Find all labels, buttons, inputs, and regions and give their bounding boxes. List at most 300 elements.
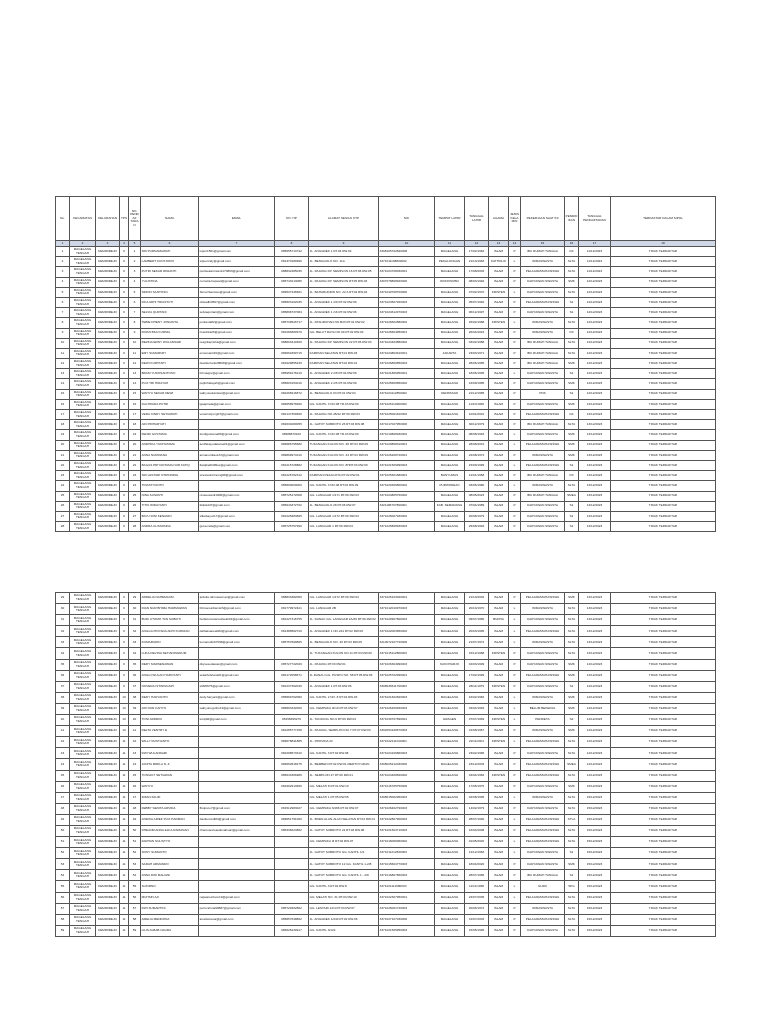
- cell-alamat: GG. MELATI NO. 31 RT.03 RW.10: [309, 892, 379, 903]
- cell-pekerjaan: IBU RUMAH TANGGA: [521, 348, 565, 358]
- cell-no-hp: 082172058671: [275, 670, 309, 681]
- cell-alamat: JL. ANGGREK 1 /16 RT.02 RW.06: [309, 308, 379, 318]
- cell-no-hp: 086626430917: [275, 925, 309, 936]
- cell-pendidikan: SLTA: [565, 925, 579, 936]
- cell-jenis-kelamin: P: [509, 781, 521, 792]
- cell-jenis-kelamin: L: [509, 626, 521, 637]
- table-row: [56, 593, 716, 604]
- cell-kelurahan: KEMIRIREJO: [96, 481, 120, 491]
- cell-nik: 3371025702990001: [379, 670, 435, 681]
- cell-nama: PUJI TRI HIDAYAH: [141, 379, 199, 389]
- cell-jenis-kelamin: P: [509, 399, 521, 409]
- cell-jenis-kelamin: P: [509, 648, 521, 659]
- cell-agama: ISLAM: [489, 308, 509, 318]
- cell-no-pendaftaran: 52: [129, 848, 141, 859]
- table-row: [56, 522, 716, 532]
- cell-pekerjaan: PENDETA: [521, 715, 565, 726]
- cell-tempat-lahir: MAGELANG: [435, 318, 465, 328]
- cell-email: sipuerindy@gmail.com: [199, 257, 275, 267]
- cell-terdaftar-sipol: TIDAK TERDAFTAR: [611, 593, 716, 604]
- cell-agama: ISLAM: [489, 814, 509, 825]
- cell-jenis-kelamin: P: [509, 681, 521, 692]
- cell-email: siikabayuz17@gmail.com: [199, 511, 275, 521]
- cell-no-pendaftaran: 11: [129, 348, 141, 358]
- cell-tanggal-pendaftaran: 15/12/2023: [579, 914, 611, 925]
- cell-pendidikan: STLA: [565, 814, 579, 825]
- cell-tps: 11: [120, 848, 129, 859]
- cell-email: dewikurtanti28668@gmail.com: [199, 359, 275, 369]
- cell-nik: 3371026604950001: [379, 328, 435, 338]
- cell-no: 8: [56, 318, 70, 328]
- cell-tempat-lahir: MAGELANG: [435, 359, 465, 369]
- cell-tanggal-pendaftaran: 12/12/2023: [579, 359, 611, 369]
- cell-kecamatan: MAGELANG TENGAH: [70, 881, 96, 892]
- cell-jenis-kelamin: P: [509, 859, 521, 870]
- cell-tanggal-pendaftaran: 13/12/2023: [579, 604, 611, 615]
- cell-no-pendaftaran: 57: [129, 903, 141, 914]
- cell-pekerjaan: KARYAWAN SWASTA: [521, 511, 565, 521]
- cell-nama: TITIK WIDAYANTI: [141, 501, 199, 511]
- table-row: [56, 247, 716, 257]
- cell-no-pendaftaran: 22: [129, 460, 141, 470]
- cell-nama: LUKA DEVINA SETIANINGRUM: [141, 648, 199, 659]
- cell-jenis-kelamin: P: [509, 870, 521, 881]
- column-header-alamat: ALAMAT SESUAI KTP: [309, 197, 379, 241]
- cell-tempat-lahir: MAGELANG: [435, 420, 465, 430]
- cell-alamat: GG. LESTARI 12/4 RT.03 RW.07: [309, 903, 379, 914]
- cell-jenis-kelamin: P: [509, 501, 521, 511]
- cell-tps: 6: [120, 481, 129, 491]
- cell-nik: 3371020306800002: [379, 481, 435, 491]
- cell-nik: 3371025301680001: [379, 471, 435, 481]
- cell-email: komarudin67098@gmail.com: [199, 637, 275, 648]
- cell-pendidikan: SLTA: [565, 637, 579, 648]
- table-row: [56, 604, 716, 615]
- cell-email: bhimanurdian123@gmail.com: [199, 604, 275, 615]
- cell-nama: ANNA NURDIANA: [141, 450, 199, 460]
- cell-email: [199, 848, 275, 859]
- cell-agama: BUDHA: [489, 615, 509, 626]
- cell-pekerjaan: IBU RUMAH TANGGA: [521, 491, 565, 501]
- cell-terdaftar-sipol: TIDAK TERDAFTAR: [611, 803, 716, 814]
- cell-nama: FIKA ADHI TRIASTUTI: [141, 297, 199, 307]
- cell-pekerjaan: PELAJAR/MAHASISWA: [521, 759, 565, 770]
- cell-no-pendaftaran: 43: [129, 748, 141, 759]
- cell-no: 51: [56, 837, 70, 848]
- cell-nik: 3371024803910001: [379, 348, 435, 358]
- cell-tps: 6: [120, 604, 129, 615]
- cell-pendidikan: SMK: [565, 399, 579, 409]
- cell-jenis-kelamin: L: [509, 287, 521, 297]
- cell-kelurahan: KEMIRIREJO: [96, 726, 120, 737]
- cell-no: 38: [56, 692, 70, 703]
- cell-no: 30: [56, 604, 70, 615]
- cell-no-hp: 081929855230: [275, 359, 309, 369]
- table-row: [56, 420, 716, 430]
- cell-pekerjaan: IBU RUMAH TANGGA: [521, 471, 565, 481]
- cell-tps: 11: [120, 892, 129, 903]
- column-number: 14: [509, 241, 521, 247]
- cell-kecamatan: MAGELANG TENGAH: [70, 287, 96, 297]
- cell-tempat-lahir: MAGELANG: [435, 914, 465, 925]
- cell-no-pendaftaran: 37: [129, 681, 141, 692]
- table-row: [56, 450, 716, 460]
- cell-tempat-lahir: MAGELANG: [435, 848, 465, 859]
- cell-no: 17: [56, 410, 70, 420]
- cell-tanggal-lahir: 22/11/2001: [465, 737, 489, 748]
- cell-tps: 6: [120, 511, 129, 521]
- cell-kecamatan: MAGELANG TENGAH: [70, 410, 96, 420]
- cell-kelurahan: KEMIRIREJO: [96, 670, 120, 681]
- cell-kecamatan: MAGELANG TENGAH: [70, 460, 96, 470]
- cell-pendidikan: SLTA: [565, 257, 579, 267]
- cell-alamat: TUKANGAN KULON NO. 34 RT.03 RW.09: [309, 450, 379, 460]
- cell-pekerjaan: WIRASWASTA: [521, 726, 565, 737]
- cell-agama: ISLAM: [489, 450, 509, 460]
- table-row: [56, 257, 716, 267]
- cell-no-hp: 082296916872: [275, 389, 309, 399]
- table-row: [56, 770, 716, 781]
- cell-no-hp: 088803310309: [275, 338, 309, 348]
- cell-email: sekarfebriana01@gmail.com: [199, 670, 275, 681]
- cell-kelurahan: KEMIRIREJO: [96, 892, 120, 903]
- cell-email: [199, 859, 275, 870]
- cell-no-pendaftaran: 46: [129, 781, 141, 792]
- cell-no-pendaftaran: 8: [129, 318, 141, 328]
- cell-tps: 6: [120, 287, 129, 297]
- cell-nik: 3371011108830002: [379, 257, 435, 267]
- cell-jenis-kelamin: P: [509, 522, 521, 532]
- cell-alamat: JL. DANAU GG. LANGGAR 2A/39 RT.06 RW.02: [309, 615, 379, 626]
- cell-tanggal-pendaftaran: 13/12/2023: [579, 637, 611, 648]
- cell-pekerjaan: KARYAWAN SWASTA: [521, 379, 565, 389]
- cell-no-hp: 085743213086: [275, 277, 309, 287]
- cell-jenis-kelamin: L: [509, 892, 521, 903]
- cell-no-pendaftaran: 13: [129, 369, 141, 379]
- cell-terdaftar-sipol: TIDAK TERDAFTAR: [611, 837, 716, 848]
- cell-no-hp: 085959176210: [275, 369, 309, 379]
- cell-kelurahan: KEMIRIREJO: [96, 511, 120, 521]
- cell-kelurahan: KEMIRIREJO: [96, 389, 120, 399]
- cell-jenis-kelamin: L: [509, 440, 521, 450]
- cell-pekerjaan: KARYAWAN SWASTA: [521, 277, 565, 287]
- cell-nama: SELVIA QURTANI: [141, 308, 199, 318]
- cell-jenis-kelamin: L: [509, 604, 521, 615]
- cell-no: 42: [56, 737, 70, 748]
- cell-no: 2: [56, 257, 70, 267]
- cell-tps: 6: [120, 460, 129, 470]
- cell-tanggal-lahir: 03/06/1980: [465, 481, 489, 491]
- cell-kelurahan: KEMIRIREJO: [96, 703, 120, 714]
- cell-no-pendaftaran: 14: [129, 379, 141, 389]
- cell-tanggal-lahir: 11/11/1968: [465, 881, 489, 892]
- column-header-no-pendaftaran: NO. PENDAF TARAN: [129, 197, 141, 241]
- table-header: [56, 197, 716, 247]
- cell-nik: 3371024507920003: [379, 297, 435, 307]
- cell-pendidikan: SMK: [565, 359, 579, 369]
- cell-nama: SIMON SANTOSO: [141, 287, 199, 297]
- cell-nik: 3371022003950002: [379, 626, 435, 637]
- cell-nama: BUDI UTOMO TAN SUBIKTI: [141, 615, 199, 626]
- cell-pekerjaan: PELAJAR/MAHASISWA: [521, 737, 565, 748]
- cell-tempat-lahir: MAGELANG: [435, 859, 465, 870]
- cell-email: budiutomotansubiekti01@gmail.com: [199, 615, 275, 626]
- cell-no-hp: 085857648862: [275, 914, 309, 925]
- cell-tanggal-lahir: 20/08/1979: [465, 511, 489, 521]
- cell-agama: ISLAM: [489, 659, 509, 670]
- cell-no-pendaftaran: 19: [129, 430, 141, 440]
- cell-kelurahan: KEMIRIREJO: [96, 925, 120, 936]
- cell-tps: 6: [120, 637, 129, 648]
- cell-tempat-lahir: MAGELANG: [435, 748, 465, 759]
- cell-kecamatan: MAGELANG TENGAH: [70, 389, 96, 399]
- cell-nik: 3371024403880002: [379, 338, 435, 348]
- cell-no-pendaftaran: 39: [129, 703, 141, 714]
- cell-tanggal-pendaftaran: 15/12/2023: [579, 837, 611, 848]
- cell-nik: 3371026103020001: [379, 593, 435, 604]
- cell-tempat-lahir: BANYUMAS: [435, 471, 465, 481]
- cell-kelurahan: KEMIRIREJO: [96, 659, 120, 670]
- cell-tps: 6: [120, 522, 129, 532]
- cell-terdaftar-sipol: TIDAK TERDAFTAR: [611, 522, 716, 532]
- cell-tanggal-pendaftaran: 13/12/2023: [579, 410, 611, 420]
- cell-no-pendaftaran: 32: [129, 626, 141, 637]
- cell-tanggal-pendaftaran: 12/12/2023: [579, 328, 611, 338]
- cell-agama: ISLAM: [489, 759, 509, 770]
- cell-no-pendaftaran: 38: [129, 692, 141, 703]
- cell-tanggal-pendaftaran: 12/12/2023: [579, 338, 611, 348]
- cell-email: [199, 792, 275, 803]
- cell-tanggal-lahir: 25/08/1993: [465, 522, 489, 532]
- cell-pekerjaan: KARYAWAN SWASTA: [521, 803, 565, 814]
- cell-pekerjaan: KARYAWAN SWASTA: [521, 925, 565, 936]
- cell-alamat: KAMIHAN SELATAN RT.01 RW.03: [309, 348, 379, 358]
- cell-terdaftar-sipol: TIDAK TERDAFTAR: [611, 670, 716, 681]
- cell-email: [199, 726, 275, 737]
- cell-jenis-kelamin: P: [509, 277, 521, 287]
- cell-tempat-lahir: MAGELANG: [435, 369, 465, 379]
- cell-jenis-kelamin: L: [509, 715, 521, 726]
- cell-kelurahan: KEMIRIREJO: [96, 277, 120, 287]
- table-row: [56, 277, 716, 287]
- cell-kecamatan: MAGELANG TENGAH: [70, 637, 96, 648]
- cell-jenis-kelamin: P: [509, 247, 521, 257]
- cell-tanggal-pendaftaran: 13/12/2023: [579, 450, 611, 460]
- cell-tps: 6: [120, 308, 129, 318]
- cell-agama: ISLAM: [489, 471, 509, 481]
- cell-email: emsusanti91@gmail.com: [199, 348, 275, 358]
- cell-tempat-lahir: PEKALONGAN: [435, 257, 465, 267]
- cell-agama: ISLAM: [489, 593, 509, 604]
- cell-alamat: GG. KANTIL 3 NO.08 TR.03 RW.09: [309, 430, 379, 440]
- cell-email: fendigustama89@gmail.com: [199, 430, 275, 440]
- column-number: 11: [435, 241, 465, 247]
- cell-pendidikan: SPG: [565, 881, 579, 892]
- cell-tps: 6: [120, 659, 129, 670]
- cell-kelurahan: KEMIRIREJO: [96, 870, 120, 881]
- cell-kelurahan: KEMIRIREJO: [96, 881, 120, 892]
- cell-no: 40: [56, 715, 70, 726]
- cell-kelurahan: KEMIRIREJO: [96, 420, 120, 430]
- cell-pendidikan: SLTA: [565, 604, 579, 615]
- column-number: 3: [96, 241, 120, 247]
- table-row: [56, 715, 716, 726]
- cell-no-pendaftaran: 44: [129, 759, 141, 770]
- cell-nik: 3371025609850002: [379, 379, 435, 389]
- cell-tanggal-lahir: 01/08/1967: [465, 726, 489, 737]
- cell-pekerjaan: PNS: [521, 389, 565, 399]
- cell-tempat-lahir: JAKARTA: [435, 348, 465, 358]
- cell-no-pendaftaran: 7: [129, 308, 141, 318]
- cell-email: [199, 881, 275, 892]
- cell-kelurahan: KEMIRIREJO: [96, 430, 120, 440]
- cell-tanggal-pendaftaran: 15/12/2023: [579, 925, 611, 936]
- cell-alamat: GG. CEMPAKA III/19 RT.04 RW.07: [309, 703, 379, 714]
- cell-terdaftar-sipol: TIDAK TERDAFTAR: [611, 925, 716, 936]
- cell-no: 44: [56, 759, 70, 770]
- column-number: 12: [465, 241, 489, 247]
- cell-pendidikan: S1: [565, 870, 579, 881]
- cell-tanggal-pendaftaran: 15/12/2023: [579, 814, 611, 825]
- cell-terdaftar-sipol: TIDAK TERDAFTAR: [611, 615, 716, 626]
- cell-pendidikan: SLTA: [565, 318, 579, 328]
- cell-tanggal-pendaftaran: 15/12/2023: [579, 792, 611, 803]
- cell-kecamatan: MAGELANG TENGAH: [70, 703, 96, 714]
- cell-kecamatan: MAGELANG TENGAH: [70, 338, 96, 348]
- cell-tps: 6: [120, 501, 129, 511]
- column-header-kecamatan: KECAMATAN: [70, 197, 96, 241]
- cell-tanggal-lahir: 21/07/1972: [465, 637, 489, 648]
- cell-pendidikan: D4: [565, 247, 579, 257]
- cell-alamat: GG. LANGGAR 2B: [309, 604, 379, 615]
- cell-tempat-lahir: MAGELANG: [435, 626, 465, 637]
- cell-tempat-lahir: MAGELANG: [435, 615, 465, 626]
- cell-kelurahan: KEMIRIREJO: [96, 348, 120, 358]
- cell-tps: 6: [120, 648, 129, 659]
- cell-no: 12: [56, 359, 70, 369]
- cell-kelurahan: KEMIRIREJO: [96, 522, 120, 532]
- cell-terdaftar-sipol: TIDAK TERDAFTAR: [611, 848, 716, 859]
- cell-tempat-lahir: SUKOHARJO: [435, 659, 465, 670]
- cell-terdaftar-sipol: TIDAK TERDAFTAR: [611, 501, 716, 511]
- cell-kecamatan: MAGELANG TENGAH: [70, 440, 96, 450]
- cell-jenis-kelamin: P: [509, 267, 521, 277]
- cell-tps: 6: [120, 257, 129, 267]
- cell-tanggal-lahir: 12/12/1983: [465, 848, 489, 859]
- cell-email: danikomsdi84@gmail.com: [199, 814, 275, 825]
- cell-jenis-kelamin: P: [509, 420, 521, 430]
- cell-terdaftar-sipol: TIDAK TERDAFTAR: [611, 267, 716, 277]
- cell-nik: 3371025808930003: [379, 522, 435, 532]
- cell-terdaftar-sipol: TIDAK TERDAFTAR: [611, 379, 716, 389]
- cell-tanggal-lahir: 09/07/1980: [465, 615, 489, 626]
- column-header-pendidikan: PENDIDIKAN: [565, 197, 579, 241]
- cell-alamat: JL. PROVIDA 24: [309, 737, 379, 748]
- cell-kecamatan: MAGELANG TENGAH: [70, 471, 96, 481]
- cell-nik: 3371026110960002: [379, 399, 435, 409]
- cell-kelurahan: KEMIRIREJO: [96, 637, 120, 648]
- cell-tps: 6: [120, 338, 129, 348]
- cell-jenis-kelamin: P: [509, 348, 521, 358]
- cell-no: 18: [56, 420, 70, 430]
- table-row: [56, 501, 716, 511]
- cell-no: 31: [56, 615, 70, 626]
- cell-agama: ISLAM: [489, 348, 509, 358]
- cell-kecamatan: MAGELANG TENGAH: [70, 604, 96, 615]
- cell-nik: 3371021505950003: [379, 925, 435, 936]
- cell-pekerjaan: KARYAWAN SWASTA: [521, 308, 565, 318]
- cell-nik: 3371021509990003: [379, 460, 435, 470]
- column-number: 17: [579, 241, 611, 247]
- cell-no-hp: 081512983027: [275, 803, 309, 814]
- cell-tempat-lahir: MAGELANG: [435, 604, 465, 615]
- cell-jenis-kelamin: L: [509, 792, 521, 803]
- column-number: 9: [309, 241, 379, 247]
- cell-terdaftar-sipol: TIDAK TERDAFTAR: [611, 637, 716, 648]
- cell-agama: ISLAM: [489, 848, 509, 859]
- cell-jenis-kelamin: P: [509, 491, 521, 501]
- cell-tanggal-lahir: 26/04/2023: [465, 328, 489, 338]
- cell-alamat: JL. ANGGREK 1 RT.04 RW.04: [309, 247, 379, 257]
- cell-tanggal-lahir: 15/05/1995: [465, 925, 489, 936]
- column-header-pekerjaan: PEKERJAAN SAAT INI: [521, 197, 565, 241]
- cell-tps: 11: [120, 914, 129, 925]
- cell-nama: DHEANIKANNA ELKA RAMANAN: [141, 825, 199, 836]
- cell-no: 48: [56, 803, 70, 814]
- cell-alamat: GG. MELATI 1 RT.05 RW.05: [309, 792, 379, 803]
- cell-kecamatan: MAGELANG TENGAH: [70, 681, 96, 692]
- cell-nama: IGA PRADA PUTRI: [141, 399, 199, 409]
- cell-pendidikan: SLTA: [565, 420, 579, 430]
- cell-pekerjaan: PELAJAR/MAHASISWA: [521, 460, 565, 470]
- cell-nama: ANGGA PRIYADA ADHI KURNIAN: [141, 626, 199, 637]
- cell-no: 29: [56, 593, 70, 604]
- cell-tanggal-pendaftaran: 14/12/2023: [579, 715, 611, 726]
- cell-email: pujitrihidayah@gmail.com: [199, 379, 275, 389]
- cell-tanggal-pendaftaran: 15/12/2023: [579, 848, 611, 859]
- cell-kelurahan: KEMIRIREJO: [96, 308, 120, 318]
- cell-no-hp: 089686795680: [275, 440, 309, 450]
- cell-no-hp: 085643372702: [275, 501, 309, 511]
- cell-terdaftar-sipol: TIDAK TERDAFTAR: [611, 277, 716, 287]
- cell-pekerjaan: PELAJAR/MAHASISWA: [521, 825, 565, 836]
- cell-tps: 11: [120, 737, 129, 748]
- cell-no: 33: [56, 637, 70, 648]
- cell-nik: 3371021604710003: [379, 825, 435, 836]
- cell-no: 11: [56, 348, 70, 358]
- cell-jenis-kelamin: L: [509, 848, 521, 859]
- cell-email: [199, 481, 275, 491]
- table-row: [56, 781, 716, 792]
- cell-nama: SRI PURNAMAWATI: [141, 247, 199, 257]
- cell-no: 35: [56, 659, 70, 670]
- cell-email: ofiwadhi0507@gmail.com: [199, 297, 275, 307]
- cell-alamat: JL.DANAU GG. PUSPO NO. 58 RT.05 RW.03: [309, 670, 379, 681]
- cell-email: fiatqibal0499ss@gmail.com: [199, 460, 275, 470]
- cell-tempat-lahir: MAGELANG: [435, 328, 465, 338]
- cell-alamat: GG. MELATI 8 RT.01 RW.10: [309, 781, 379, 792]
- cell-kelurahan: KEMIRIREJO: [96, 399, 120, 409]
- cell-pendidikan: SMK: [565, 659, 579, 670]
- cell-alamat: GG. KANTIL 3 NO.08 RT.03 RW.09: [309, 481, 379, 491]
- cell-alamat: JL. ANGGREK 2 /25 RT.04 RW.06: [309, 379, 379, 389]
- cell-jenis-kelamin: L: [509, 257, 521, 267]
- cell-pendidikan: SLTA: [565, 837, 579, 848]
- cell-no-pendaftaran: 47: [129, 792, 141, 803]
- cell-alamat: GG. LANGGAR 1/171 RT.06 RW.03: [309, 491, 379, 501]
- cell-tempat-lahir: MAGELANG: [435, 892, 465, 903]
- cell-email: [199, 837, 275, 848]
